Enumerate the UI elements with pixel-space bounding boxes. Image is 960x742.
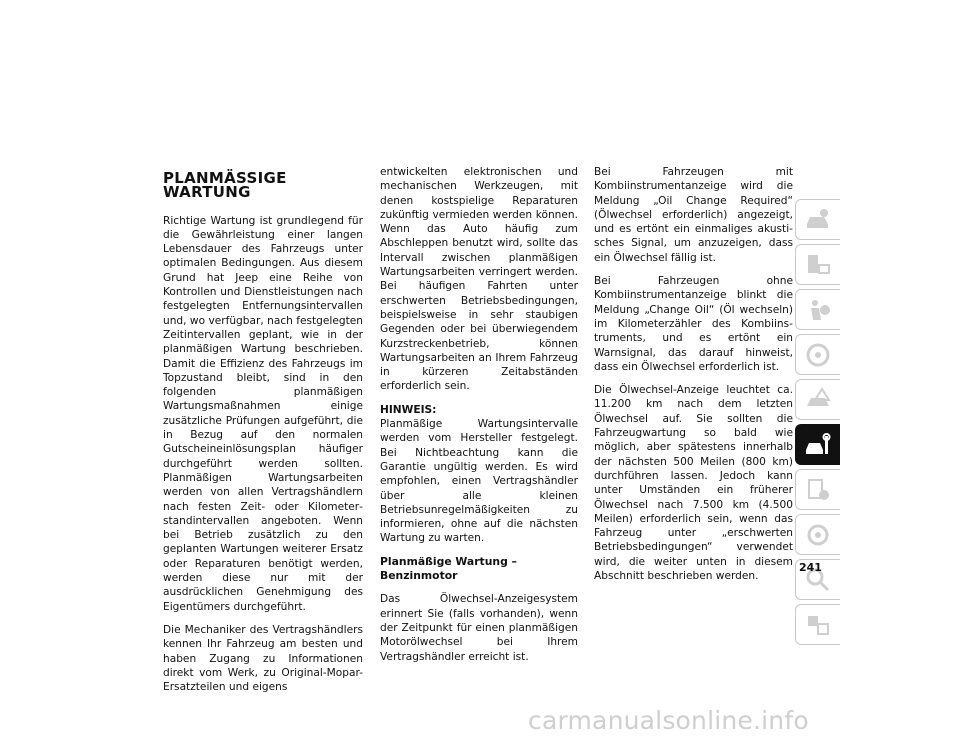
steering-wheel-icon bbox=[804, 341, 832, 369]
car-wrench-icon bbox=[804, 431, 832, 459]
page-title: PLANMÄSSIGE WARTUNG bbox=[163, 169, 287, 202]
paragraph: Richtige Wartung ist grundlegend für die Gewährleistung einer langen Lebensdauer des Fahrzeugs unter optimalen Bedingungen. Aus diesem Grund hat Jeep eine Reihe von Kontrollen und Dienstleistungen nach festgelegten Entfernungsintervallen und, wo verfügbar, nach festgelegten Zeitintervallen geplant, wie in der planmäßigen Wartung beschrieben. Damit die Effizienz des Fahrzeugs im Topzustand bleibt, sind in den folgenden planmäßigen Wartungsmaßnahmen einige zusätzliche Prüfungen aufgeführt, die in Bezug auf den normalen Gutscheineinlösungsplan häufiger durchgeführt werden sollten. Planmäßigen Wartungsarbeiten werden von allen Vertragshändlern nach festen Zeit- oder Kilometerstandintervallen angeboten. Wenn bei Betrieb zusätzlich zu den geplanten Wartungen weiterer Ersatz oder Reparaturen benötigt werden, werden diese nur mit der ausdrücklichen Genehmigung des Eigentümers durchgeführt. bbox=[163, 214, 363, 613]
note-text: Planmäßige Wartungsintervalle werden vom Hersteller festgelegt. Bei Nichtbeachtung kann die Garantie ungültig werden. Es wird empfohlen, einen Vertragshändler über alle kleinen Betriebsunregelmäßigkeiten zu informieren, ohne auf die nächsten Wartung zu warten. bbox=[380, 418, 578, 545]
chapter-tab-strip bbox=[795, 199, 841, 649]
paragraph: Die Ölwechsel-Anzeige leuchtet ca. 11.200 km nach dem letzten Ölwechsel auf. Sie sollten die Fahrzeugwartung so bald wie möglich, aber spätestens innerhalb der nächsten 500 Meilen (800 km) durchführen lassen. Jedoch kann unter Umständen ein früherer Ölwechsel nach 7.500 km (4.500 Meilen) erforderlich sein, wenn das Fahrzeug unter „erschwerten Betriebsbedingungen“ verwendet wird, die weiter unten in diesem Abschnitt beschrieben werden. bbox=[594, 384, 793, 583]
watermark: carmanualsonline.info bbox=[528, 706, 809, 735]
tab-emergency[interactable] bbox=[795, 379, 840, 420]
language-icon bbox=[804, 611, 832, 639]
paragraph: entwickelten elektronischen und mechanischen Werkzeugen, mit denen kostspielige Reparaturen zukünftig vermieden werden können. Wenn das Auto häufig zum Abschleppen benutzt wird, sollte das Intervall zwischen planmäßigen Wartungsarbeiten verringert werden. Bei häufigen Fahrten unter erschwerten Betriebsbedingungen, beispielsweise in sehr staubigen Gegenden oder bei überwiegendem Kurzstreckenbetrieb, können Wartungsarbeiten an Ihrem Fahrzeug in kürzeren Zeitabständen erforderlich sein. bbox=[380, 166, 578, 393]
note-label: HINWEIS: bbox=[380, 403, 437, 416]
paragraph: Bei Fahrzeugen ohne Kombiinstrumentanzeige blinkt die Meldung „Change Oil“ (Öl wechseln) im Kilometerzähler des Kombiinstruments, und es ertönt ein Warnsignal, das darauf hinweist, dass ein Ölwechsel erforderlich ist. bbox=[594, 275, 793, 373]
page-number: 241 bbox=[799, 561, 822, 574]
section-subheading: Planmäßige Wartung – Benzinmotor bbox=[380, 554, 517, 583]
column-2 bbox=[380, 165, 578, 673]
warning-car-icon bbox=[804, 386, 832, 414]
specifications-icon bbox=[804, 476, 832, 504]
tab-getting-to-know-vehicle[interactable] bbox=[795, 199, 840, 240]
airbag-icon bbox=[804, 296, 832, 324]
column-1 bbox=[163, 165, 363, 703]
tab-starting-operating[interactable] bbox=[795, 334, 840, 375]
paragraph: Die Mechaniker des Vertragshändlers kennen Ihr Fahrzeug am besten und haben Zugang zu Informationen direkt vom Werk, zu Original-Mopar-Ersatzteilen und eigens bbox=[163, 623, 363, 694]
tab-instrument-panel[interactable] bbox=[795, 244, 840, 285]
paragraph: Das Ölwechsel-Anzeigesystem erinnert Sie (falls vorhanden), wenn der Zeitpunkt für einen planmäßigen Motorölwechsel bei Ihrem Vertragshändler erreicht ist. bbox=[380, 593, 578, 663]
car-info-icon bbox=[804, 206, 832, 234]
tab-technical-specifications[interactable] bbox=[795, 469, 840, 510]
tab-language[interactable] bbox=[795, 604, 840, 645]
column-3 bbox=[594, 165, 793, 592]
tab-safety[interactable] bbox=[795, 289, 840, 330]
tab-servicing-maintenance[interactable] bbox=[795, 424, 840, 465]
car-key-icon bbox=[804, 251, 832, 279]
tab-multimedia[interactable] bbox=[795, 514, 840, 555]
paragraph: Bei Fahrzeugen mit Kombiinstrumentanzeige wird die Meldung „Oil Change Required“ (Ölwechsel erforderlich) angezeigt, und es ertönt ein einmaliges akustisches Signal, um anzuzeigen, dass ein Ölwechsel fällig ist. bbox=[594, 166, 793, 264]
multimedia-icon bbox=[804, 521, 832, 549]
